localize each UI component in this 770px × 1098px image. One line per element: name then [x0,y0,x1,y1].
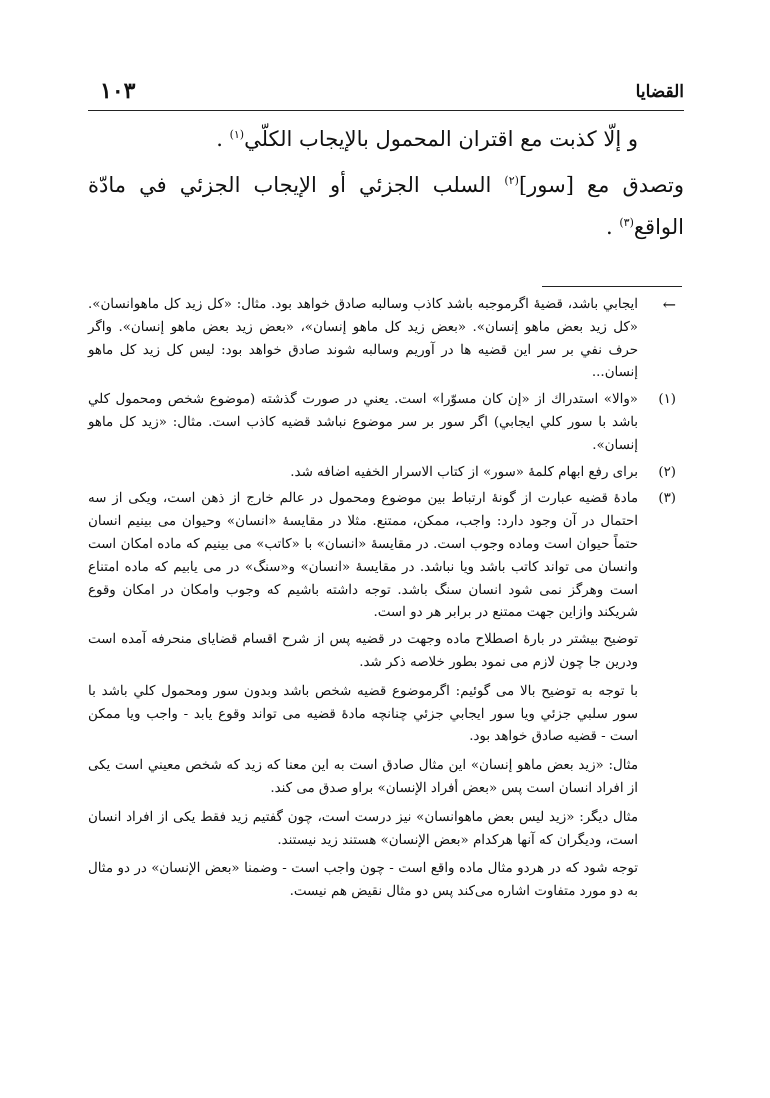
footnote-number: (٢) [658,464,676,480]
main-line-1 [88,118,638,160]
footnote-paragraph: توضيح بيشتر در بارهٔ اصطلاح ماده وجهت در قضيه پس از شرح اقسام قضاياى منحرفه آمده است ودرين جا چون لازم مى نمود بطور خلاصه ذكر شد. [88,632,638,670]
footnote-text: براى رفع ابهام كلمهٔ «سور» از كتاب الاسرار الخفيه اضافه شد. [290,464,638,480]
footnote-paragraph: مثال: «زيد بعض ماهو إنسان» اين مثال صادق است به اين معنا كه زيد كه شخص معيني است يكى از افراد انسان است پس «بعض أفراد الإنسان» براو صدق مى كند. [88,758,638,796]
footnote-continued-text: ايجابي باشد، قضيهٔ اگرموجبه باشد كاذب وسالبه صادق خواهد بود. مثال: «كل زيد كل ماهوانسان». «كل زيد بعض ماهو إنسان». «بعض زيد كل ماهو إنسان»، «بعض زيد بعض ماهو إنسان». واگر حرف نفي بر سر اين قضيه ها در آوريم وسالبه شوند صادق خواهد بود: ليس كل زيد كل ماهو إنسان... [88,297,638,381]
continued-arrow-icon: ← [662,295,676,314]
footnote-paragraph: مثال ديگر: «زيد ليس بعض ماهوانسان» نيز درست است، چون گفتيم زيد فقط يكى از افراد انسان است، وديگران كه آنها هركدام «بعض الإنسان» هستند زيد نيستند. [88,809,638,848]
header-rule [88,110,684,111]
main-line-3-text: الواقع [633,215,684,239]
footnote-ref-1: (١) [229,128,245,141]
main-line-1-end: . [216,127,230,151]
page-number: ١٠٣ [100,78,136,104]
footnotes [88,294,676,910]
footnote-ref-3: (٣) [619,216,634,229]
footnote-text: «والا» استدراك از «إن كان مسوّرا» است. يعني در صورت گذشته (موضوع شخص ومحمول كلي باشد با سور كلي ايجابي) اگر سور بر سر موضوع نباشد قضيه كاذب است. مثال: «زيد كل ماهو إنسان». [88,392,638,453]
footnote-number: (٣) [658,491,676,507]
footnote-paragraph: توجه شود كه در هردو مثال ماده واقع است - چون واجب است - وضمنا «بعض الإنسان» در دو مثال به دو مورد متفاوت اشاره مى‌كند پس دو مثال نقيض هم نيست. [88,861,638,900]
running-title: القضايا [635,82,684,102]
footnote-1 [88,389,676,457]
footnote-3 [88,488,676,625]
footnote-continued [88,294,676,385]
footnote-separator [542,286,682,287]
page-header [88,78,684,106]
main-line-3-end: . [605,215,620,239]
footnote-text: مادهٔ قضيه عبارت از گونهٔ ارتباط بين موضوع ومحمول در عالم خارج از ذهن است، ويكى از سه احتمال در آن وجود دارد: واجب، ممكن، ممتنع. مثلا در مقايسهٔ «انسان» وحيوان مى بينيم انسان حتماً حيوان است وماده وجوب است. در مقايسهٔ «انسان» با «كاتب» مى بينيم كه ماده امكان است وانسان مى تواند كاتب باشد ويا نباشد. در مقايسهٔ «انسان» و«سنگ» در مى يابيم كه ماده امتناع است وهرگز نمى شود انسان سنگ باشد. توجه داشته باشيم كه وجوب وامكان در امكان وقوع شريكند وازاين جهت ممتنع در برابر هر دو است. [88,491,638,621]
footnote-number: (١) [658,392,676,408]
main-line-3 [88,206,684,248]
main-line-2-text-b: السلب الجزئي أو الإيجاب الجزئي في مادّة [88,173,505,197]
main-text [88,116,684,248]
footnote-paragraph: با توجه به توضيح بالا مى گوئيم: اگرموضوع قضيه شخص باشد وبدون سور ومحمول كلي باشد با سور سلبي جزئي ويا سور ايجابي جزئي چنانچه مادهٔ قضيه مى تواند وقوع يابد - واجب ويا ممكن است - قضيه صادق خواهد بود. [88,683,638,745]
main-line-2-text-a: وتصدق مع [سور] [518,173,684,197]
footnote-ref-2: (٢) [504,174,519,187]
main-line-2 [88,164,684,206]
main-line-1-text: و إلّا كذبت مع اقتران المحمول بالإيجاب الكلّي [244,127,638,151]
footnote-2 [88,462,676,485]
